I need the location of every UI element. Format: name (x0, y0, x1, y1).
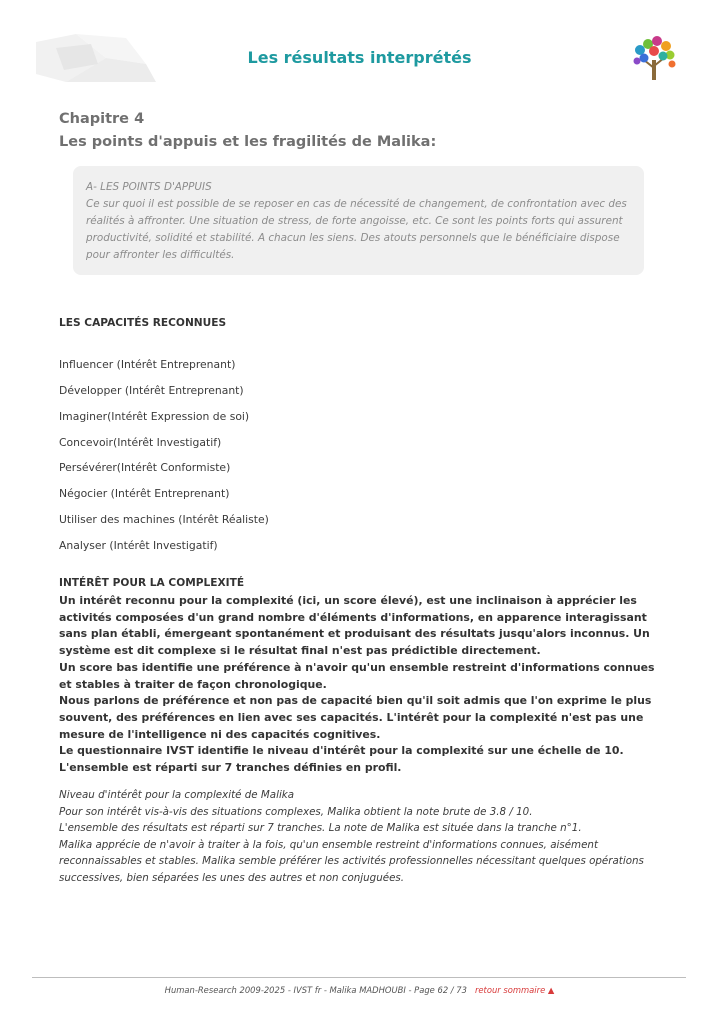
footer-divider (32, 977, 686, 978)
complexity-paragraph: Nous parlons de préférence et non pas de capacité bien qu'il soit admis que l'on exprime le plus souvent, des préférences en lien avec ses capacités. L'intérêt pour la complexité n'est pas une mesure de l'intelligence ni des capacités cognitives. (59, 694, 652, 741)
note-heading: A- LES POINTS D'APPUIS (86, 181, 212, 193)
note-body: Ce sur quoi il est possible de se reposer en cas de nécessité de changement, de confrontation avec des réalités à affronter. Une situation de stress, de forte angoisse, etc. Ce sont les points forts qui assurent productivité, solidité et stabilité. A chacun les siens. Des atouts personnels que le bénéficiaire dispose pour affronter les difficultés. (86, 198, 627, 261)
complexity-paragraph: Un intérêt reconnu pour la complexité (ici, un score élevé), est une inclinaison à apprécier les activités composées d'un grand nombre d'éléments d'informations, en apparence interagissant sans plan établi, émergeant spontanément et produisant des résultats jusqu'alors inconnus. Un système est dit complexe si le résultat final n'est pas prédictible directement. (59, 594, 650, 658)
list-item: Utiliser des machines (Intérêt Réaliste) (59, 513, 269, 527)
list-item: Influencer (Intérêt Entreprenant) (59, 358, 236, 371)
complexity-description (59, 593, 659, 777)
chapter-heading (59, 108, 436, 154)
footer-text: Human-Research 2009-2025 - IVST fr - Malika MADHOUBI - Page 62 / 73 (164, 985, 467, 995)
result-line: Malika apprécie de n'avoir à traiter à la fois, qu'un ensemble restreint d'informations connues, aisément reconnaissables et stables. Malika semble préférer les activités professionnelles nécessitant quelques opérations successives, bien séparées les unes des autres et non conjuguées. (59, 838, 644, 884)
chapter-number: Chapitre 4 (59, 111, 145, 127)
complexity-title: INTÉRÊT POUR LA COMPLEXITÉ (59, 577, 245, 589)
result-line: Niveau d'intérêt pour la complexité de Malika (59, 789, 295, 801)
result-line: Pour son intérêt vis-à-vis des situations complexes, Malika obtient la note brute de 3.8 / 10. (59, 805, 533, 818)
header-title: Les résultats interprétés (247, 48, 472, 67)
back-to-summary-link[interactable]: retour sommaire ▲ (474, 985, 555, 995)
footer (0, 985, 719, 995)
list-item: Persévérer(Intérêt Conformiste) (59, 461, 231, 475)
capacities-title: LES CAPACITÉS RECONNUES (59, 317, 227, 329)
list-item: Concevoir(Intérêt Investigatif) (59, 435, 222, 449)
list-item: Développer (Intérêt Entreprenant) (59, 383, 244, 397)
complexity-result (59, 787, 664, 887)
list-item: Analyser (Intérêt Investigatif) (59, 538, 218, 552)
chapter-title: Les points d'appuis et les fragilités de Malika: (59, 134, 437, 150)
list-item: Imaginer(Intérêt Expression de soi) (59, 409, 250, 423)
complexity-paragraph: Le questionnaire IVST identifie le niveau d'intérêt pour la complexité sur une échelle de 10. L'ensemble est réparti sur 7 tranches définies en profil. (59, 744, 624, 775)
tree-logo-icon (630, 34, 678, 82)
complexity-paragraph: Un score bas identifie une préférence à n'avoir qu'un ensemble restreint d'informations connues et stables à traiter de façon chronologique. (59, 660, 655, 691)
result-line: L'ensemble des résultats est réparti sur 7 tranches. La note de Malika est située dans la tranche n°1. (59, 822, 582, 835)
capacities-list (59, 356, 269, 563)
definition-note-box (73, 166, 644, 275)
list-item: Négocier (Intérêt Entreprenant) (59, 487, 230, 501)
